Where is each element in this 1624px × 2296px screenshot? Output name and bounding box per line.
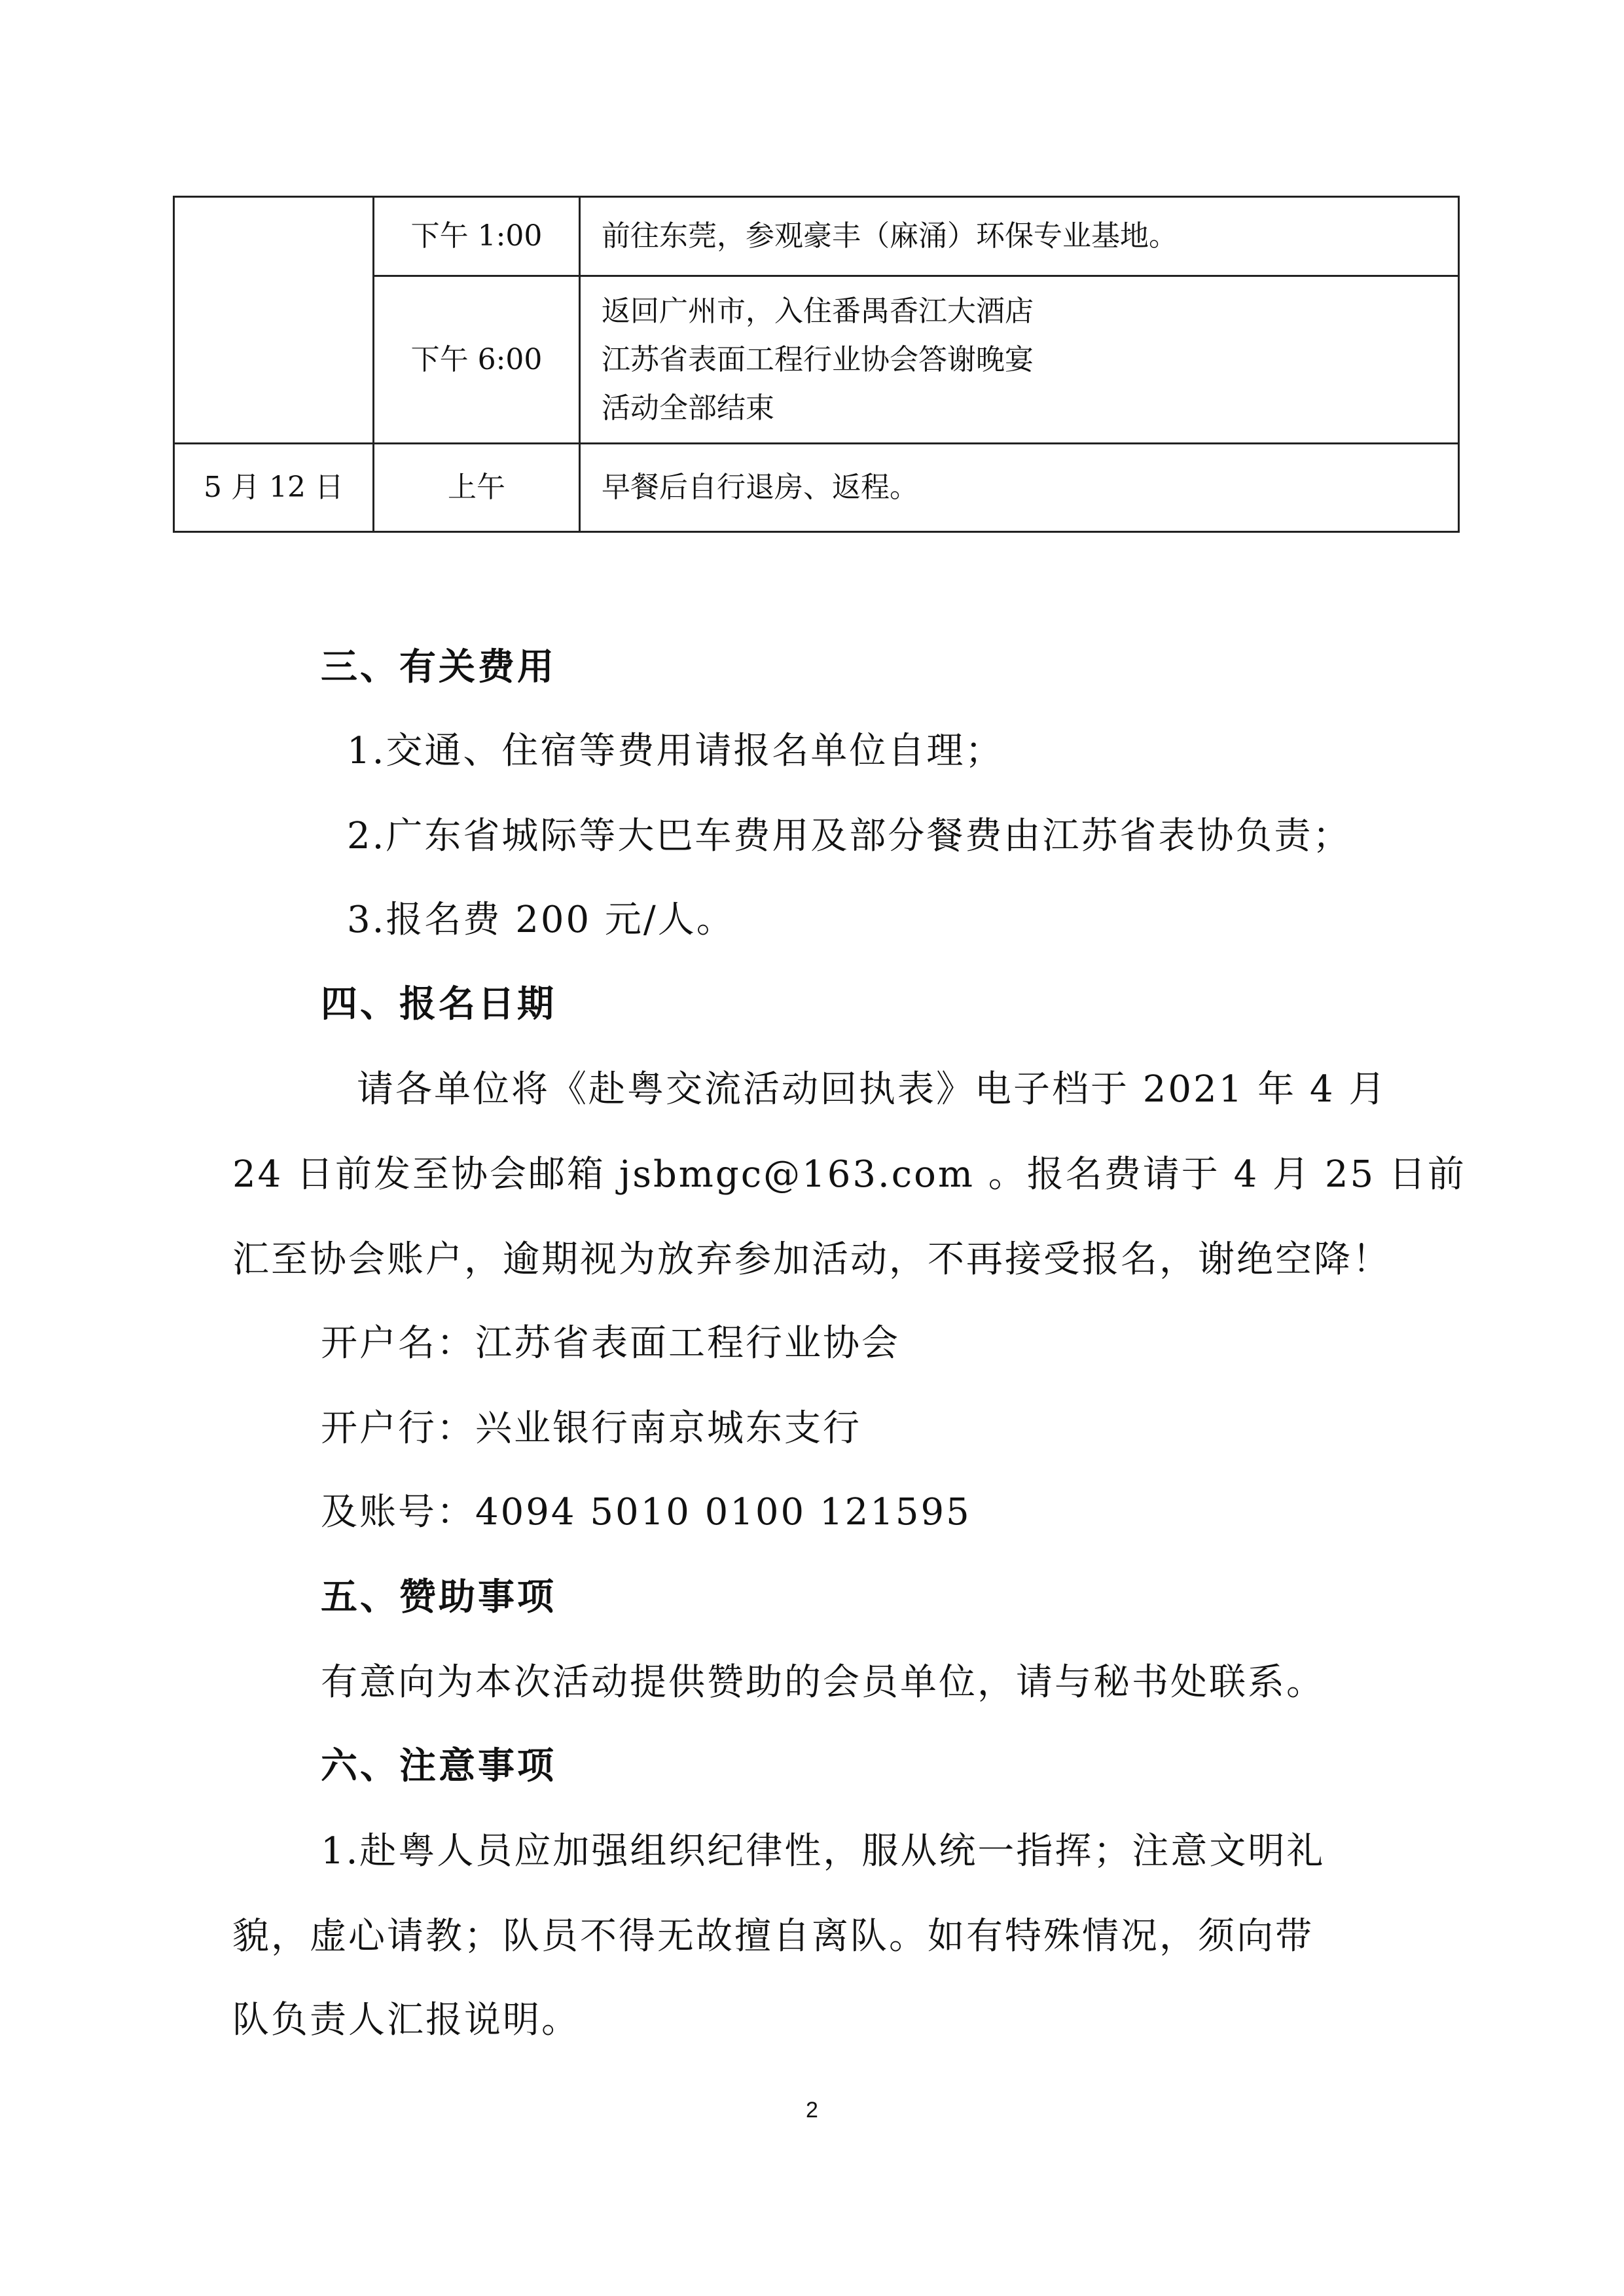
activity-text: 早餐后自行退房、返程。 bbox=[602, 471, 918, 504]
sponsorship-text: 有意向为本次活动提供赞助的会员单位，请与秘书处联系。 bbox=[321, 1661, 1325, 1704]
date-cell bbox=[174, 197, 374, 444]
account-number: 及账号：4094 5010 0100 121595 bbox=[321, 1491, 971, 1534]
section-heading-fees: 三、有关费用 bbox=[321, 646, 556, 689]
activity-cell bbox=[580, 197, 1459, 276]
activity-text: 江苏省表面工程行业协会答谢晚宴 bbox=[602, 342, 1034, 376]
bank-name: 开户行：兴业银行南京城东支行 bbox=[321, 1407, 861, 1450]
date-cell: 5 月 12 日 bbox=[174, 444, 374, 532]
fee-item: 2.广东省城际等大巴车费用及部分餐费由江苏省表协负责； bbox=[347, 815, 1352, 857]
activity-text: 活动全部结束 bbox=[602, 391, 774, 425]
activity-cell bbox=[580, 276, 1459, 444]
paragraph-line: 请各单位将《赴粤交流活动回执表》电子档于 2021 年 4 月 bbox=[357, 1068, 1388, 1111]
paragraph-line: 队负责人汇报说明。 bbox=[232, 1999, 580, 2041]
account-name: 开户名：江苏省表面工程行业协会 bbox=[321, 1322, 900, 1365]
time-cell: 下午 6:00 bbox=[374, 276, 580, 444]
activity-text: 前往东莞，参观豪丰（麻涌）环保专业基地。 bbox=[602, 219, 1178, 253]
section-heading-registration-date: 四、报名日期 bbox=[321, 983, 556, 1026]
time-cell: 下午 1:00 bbox=[374, 197, 580, 276]
page-number: 2 bbox=[806, 2098, 818, 2123]
paragraph-line: 貌，虚心请教；队员不得无故擅自离队。如有特殊情况，须向带 bbox=[232, 1915, 1314, 1958]
table-row bbox=[174, 444, 1459, 532]
fee-item: 3.报名费 200 元/人。 bbox=[347, 899, 735, 941]
schedule-table bbox=[173, 196, 1460, 533]
paragraph-line: 汇至协会账户，逾期视为放弃参加活动，不再接受报名，谢绝空降！ bbox=[232, 1238, 1391, 1281]
table-row bbox=[174, 197, 1459, 276]
paragraph-line: 1.赴粤人员应加强组织纪律性，服从统一指挥；注意文明礼 bbox=[321, 1830, 1326, 1873]
fee-item: 1.交通、住宿等费用请报名单位自理； bbox=[347, 730, 1004, 772]
activity-cell bbox=[580, 444, 1459, 532]
time-cell: 上午 bbox=[374, 444, 580, 532]
section-heading-sponsorship: 五、赞助事项 bbox=[321, 1576, 556, 1619]
section-heading-notes: 六、注意事项 bbox=[321, 1745, 556, 1787]
activity-text: 返回广州市，入住番禺香江大酒店 bbox=[602, 294, 1034, 328]
paragraph-line: 24 日前发至协会邮箱 jsbmgc@163.com 。报名费请于 4 月 25 日前 bbox=[232, 1153, 1466, 1196]
